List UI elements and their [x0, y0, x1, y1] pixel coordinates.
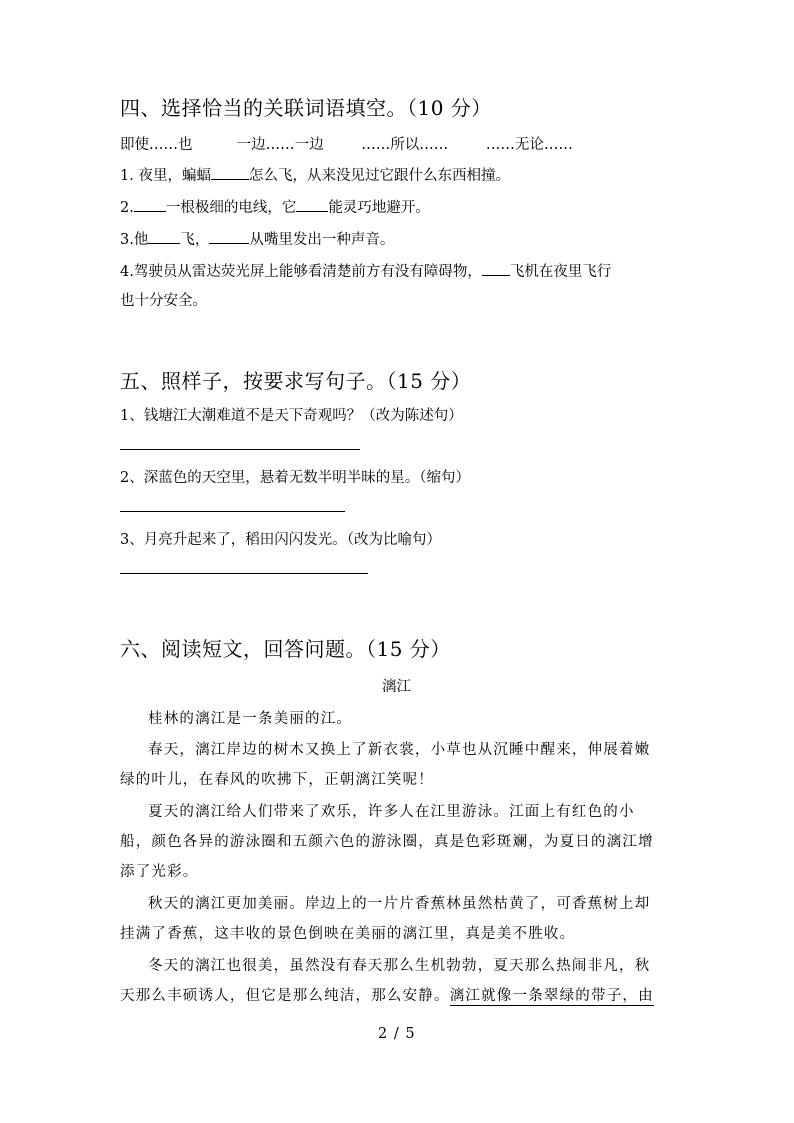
passage-text: 天那么丰硕诱人，但它是那么纯洁，那么安静。 — [120, 988, 450, 1004]
question-text: 飞机在夜里飞行 — [509, 264, 612, 280]
rewrite-item-2: 2、深蓝色的天空里，悬着无数半明半昧的星。（缩句） — [120, 470, 470, 486]
conjunction-options — [120, 133, 573, 154]
answer-line-3[interactable] — [120, 573, 368, 574]
passage-line: 船，颜色各异的游泳圈和五颜六色的游泳圈，真是色彩斑斓，为夏日的漓江增 — [120, 834, 654, 850]
answer-line-1[interactable] — [120, 449, 360, 450]
option-1: 即使……也 — [120, 137, 193, 153]
question-text: 4.驾驶员从雷达荧光屏上能够看清楚前方有没有障碍物， — [120, 264, 482, 280]
passage-line: 桂林的漓江是一条美丽的江。 — [148, 711, 353, 727]
section5-title: 五、照样子，按要求写句子。（15 分） — [120, 369, 472, 393]
question-text: 怎么飞，从来没见过它跟什么东西相撞。 — [248, 168, 510, 184]
passage-line — [120, 984, 654, 1005]
passage-line: 秋天的漓江更加美丽。岸边上的一片片香蕉林虽然枯黄了，可香蕉树上却 — [148, 896, 651, 912]
page-number: 2 / 5 — [378, 1026, 416, 1042]
fill-blank[interactable] — [148, 231, 180, 244]
question-text: 一根极细的电线，它 — [165, 200, 297, 216]
section4-title: 四、选择恰当的关联词语填空。（10 分） — [120, 96, 492, 120]
passage-line: 春天，漓江岸边的树木又换上了新衣裳，小草也从沉睡中醒来，伸展着嫩 — [148, 742, 651, 758]
underlined-sentence: 漓江就像一条翠绿的带子，由 — [449, 988, 654, 1004]
fill-blank[interactable] — [296, 199, 328, 212]
option-4: ……无论…… — [485, 137, 573, 153]
question-4-4 — [120, 260, 611, 281]
question-4-2 — [120, 196, 430, 217]
question-text: 能灵巧地避开。 — [328, 200, 430, 216]
passage-line: 冬天的漓江也很美，虽然没有春天那么生机勃勃，夏天那么热闹非凡，秋 — [148, 958, 651, 974]
fill-blank[interactable] — [209, 231, 249, 244]
rewrite-item-1: 1、钱塘江大潮难道不是天下奇观吗？（改为陈述句） — [120, 408, 463, 424]
question-4-1 — [120, 164, 510, 185]
question-4-4-continued: 也十分安全。 — [120, 293, 207, 309]
section6-title: 六、阅读短文，回答问题。（15 分） — [120, 637, 451, 661]
question-text: 3.他 — [120, 232, 149, 248]
fill-blank[interactable] — [134, 199, 166, 212]
passage-line: 挂满了香蕉，这丰收的景色倒映在美丽的漓江里，真是美不胜收。 — [120, 926, 576, 942]
option-2: 一边……一边 — [236, 137, 324, 153]
question-4-3 — [120, 228, 394, 249]
fill-blank[interactable] — [482, 263, 510, 276]
passage-line: 绿的叶儿，在春风的吹拂下，正朝漓江笑呢！ — [120, 772, 434, 788]
fill-blank[interactable] — [211, 167, 249, 180]
option-3: ……所以…… — [361, 137, 449, 153]
question-text: 1. 夜里，蝙蝠 — [120, 168, 211, 184]
passage-line: 添了光彩。 — [120, 864, 199, 880]
question-text: 飞， — [180, 232, 210, 248]
question-text: 2. — [120, 200, 134, 216]
passage-title: 漓江 — [382, 679, 411, 695]
answer-line-2[interactable] — [120, 511, 345, 512]
rewrite-item-3: 3、月亮升起来了，稻田闪闪发光。（改为比喻句） — [120, 532, 441, 548]
passage-line: 夏天的漓江给人们带来了欢乐，许多人在江里游泳。江面上有红色的小 — [148, 804, 635, 820]
question-text: 从嘴里发出一种声音。 — [249, 232, 395, 248]
